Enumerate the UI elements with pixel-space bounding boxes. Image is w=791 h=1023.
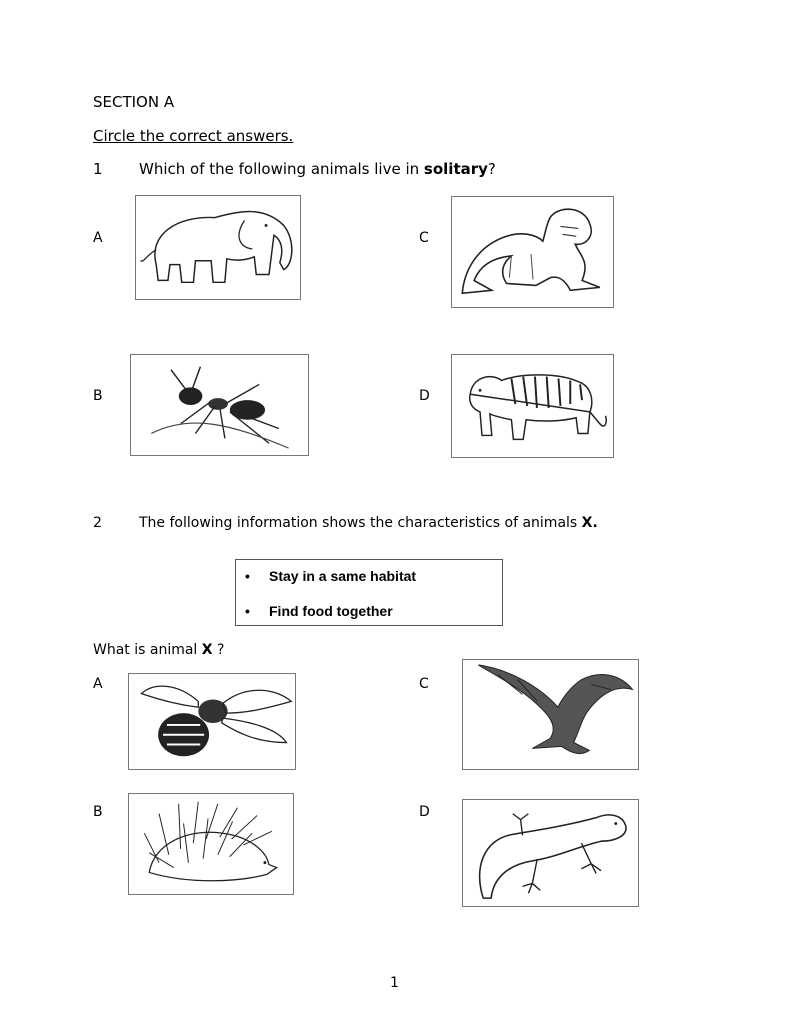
q1-option-d-label[interactable]: D <box>419 388 430 404</box>
question-1-text: Which of the following animals live in solitary? <box>139 160 496 178</box>
q2-option-b-image[interactable] <box>128 793 294 895</box>
elephant-icon <box>136 196 300 299</box>
section-title: SECTION A <box>93 93 175 111</box>
q2-option-d-image[interactable] <box>462 799 639 907</box>
porcupine-icon <box>129 794 293 894</box>
characteristic-item: • Stay in a same habitat <box>269 568 416 584</box>
characteristic-item: • Find food together <box>269 603 393 619</box>
page-number: 1 <box>390 975 399 991</box>
q2-option-c-label[interactable]: C <box>419 676 429 692</box>
question-2-text: The following information shows the characteristics of animals X. <box>139 515 598 531</box>
characteristics-box <box>235 559 503 626</box>
eagle-icon <box>463 660 638 769</box>
q1-option-a-image[interactable] <box>135 195 301 300</box>
q2-option-a-image[interactable] <box>128 673 296 770</box>
tiger-icon <box>452 355 613 457</box>
ant-icon <box>131 355 308 455</box>
q1-option-b-label[interactable]: B <box>93 388 103 404</box>
bee-icon <box>129 674 295 769</box>
instruction: Circle the correct answers. <box>93 127 294 145</box>
q2-option-a-label[interactable]: A <box>93 676 103 692</box>
q1-option-c-image[interactable] <box>451 196 614 308</box>
lizard-icon <box>463 800 638 906</box>
question-1-number: 1 <box>93 160 103 178</box>
question-2-prompt: What is animal X ? <box>93 642 225 658</box>
q1-option-b-image[interactable] <box>130 354 309 456</box>
q1-option-a-label[interactable]: A <box>93 230 103 246</box>
q1-option-d-image[interactable] <box>451 354 614 458</box>
orangutan-icon <box>452 197 613 307</box>
q2-option-c-image[interactable] <box>462 659 639 770</box>
q2-option-b-label[interactable]: B <box>93 804 103 820</box>
q1-option-c-label[interactable]: C <box>419 230 429 246</box>
question-2-number: 2 <box>93 515 102 531</box>
q2-option-d-label[interactable]: D <box>419 804 430 820</box>
